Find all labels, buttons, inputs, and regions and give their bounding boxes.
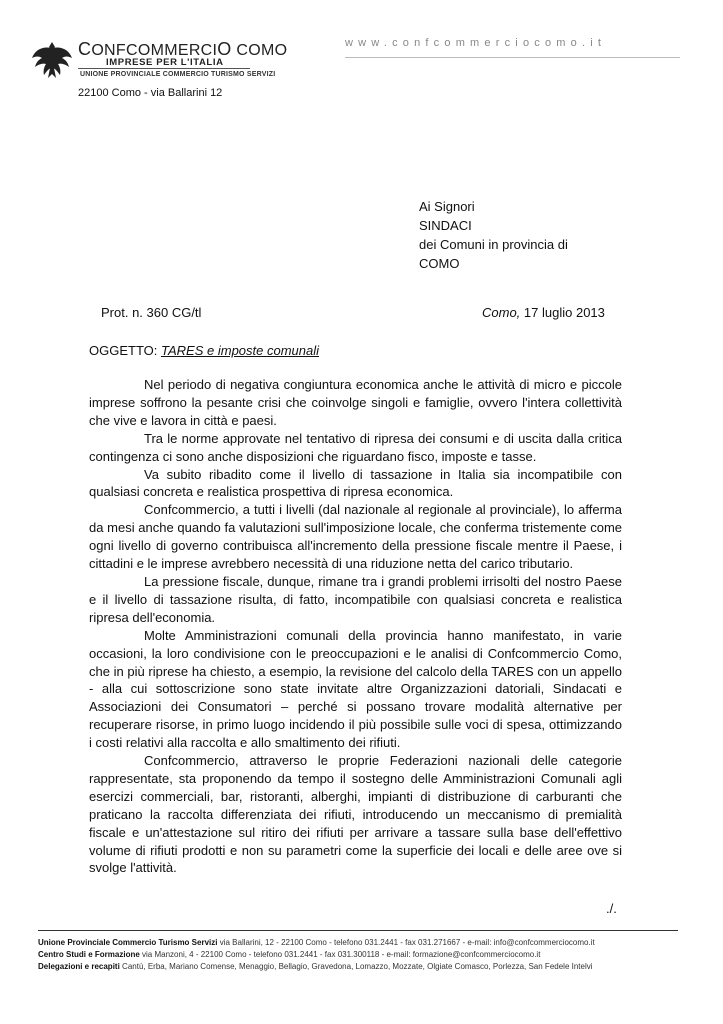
footer-divider (38, 930, 678, 931)
brand-tagline: IMPRESE PER L'ITALIA (106, 57, 224, 68)
footer-label: Delegazioni e recapiti (38, 962, 120, 971)
footer-label: Centro Studi e Formazione (38, 950, 140, 959)
recipient-line: SINDACI (419, 218, 472, 233)
brand-divider (78, 68, 250, 69)
recipient-line: COMO (419, 256, 460, 271)
recipient-block (419, 197, 568, 273)
subject-line (89, 343, 319, 358)
body-paragraph: Confcommercio, attraverso le proprie Federazioni nazionali delle categorie rappresentate, sta proponendo da tempo il sostegno delle Amministrazioni Comunali agli esercizi commerciali, bar, ristoranti, alberghi, impianti di distribuzione di carburanti che praticano la raccolta differenziata dei rifiuti, introducendo un meccanismo di premialità fiscale e un'attestazione sul ritiro dei rifiuti per arrivare a tassare sulla base dell'effettivo volume di rifiuti prodotti e non su parametri come la superficie dei locali e delle aree ove si svolge l'attività. (89, 753, 622, 876)
footer-text: Cantù, Erba, Mariano Comense, Menaggio, Bellagio, Gravedona, Lomazzo, Mozzate, Olgiate Comasco, Porlezza, San Fedele Intelvi (122, 962, 593, 971)
body-paragraph: Tra le norme approvate nel tentativo di ripresa dei consumi e di uscita dalla critica contingenza ci sono anche disposizioni che riguardano fisco, imposte e tasse. (89, 430, 622, 464)
footer-line (38, 962, 688, 971)
eagle-icon (30, 38, 74, 82)
letter-body (89, 376, 622, 877)
place-date (482, 305, 605, 320)
footer-label: Unione Provinciale Commercio Turismo Servizi (38, 938, 218, 947)
body-paragraph: Va subito ribadito come il livello di tassazione in Italia sia incompatibile con qualsiasi concreta e realistica prospettiva di ripresa economica. (89, 466, 622, 500)
brand-name: CONFCOMMERCIO COMO (78, 39, 288, 59)
website-url: www.confcommerciocomo.it (345, 37, 607, 49)
recipient-line: Ai Signori (419, 199, 475, 214)
subject-label: OGGETTO: (89, 343, 158, 358)
continuation-mark: ./. (606, 901, 617, 916)
body-paragraph: Nel periodo di negativa congiuntura economica anche le attività di micro e piccole imprese soffrono la pesante crisi che coinvolge singoli e famiglie, ovvero l'intera collettività che vive e lavora in città e paesi. (89, 377, 622, 428)
header-divider (345, 57, 680, 58)
body-paragraph: La pressione fiscale, dunque, rimane tra i grandi problemi irrisolti del nostro Paese e il livello di tassazione risulta, di fatto, incompatibile con qualsiasi concreta e realistica ripresa dell'economia. (89, 573, 622, 625)
sender-address: 22100 Como - via Ballarini 12 (78, 87, 223, 99)
date: 17 luglio 2013 (523, 305, 605, 320)
footer-text: via Manzoni, 4 - 22100 Como - telefono 031.2441 - fax 031.300118 - e-mail: formazione@confcommerciocomo.it (142, 950, 541, 959)
place: Como, (482, 305, 521, 320)
brand-subtitle: UNIONE PROVINCIALE COMMERCIO TURISMO SERVIZI (80, 71, 276, 78)
footer-text: via Ballarini, 12 - 22100 Como - telefono 031.2441 - fax 031.271667 - e-mail: info@confcommerciocomo.it (219, 938, 595, 947)
footer-line (38, 950, 688, 959)
body-paragraph: Confcommercio, a tutti i livelli (dal nazionale al regionale al provinciale), lo afferma da mesi anche quando fa valutazioni sull'imposizione locale, che conferma tristemente come ogni livello di governo contribuisca all'incremento della pressione fiscale mentre il Paese, i cittadini e le imprese avrebbero necessità di una riduzione netta del carico tributario. (89, 502, 622, 572)
protocol-number: Prot. n. 360 CG/tl (101, 305, 202, 320)
body-paragraph: Molte Amministrazioni comunali della provincia hanno manifestato, in varie occasioni, la loro condivisione con le preoccupazioni e le analisi di Confcommercio Como, che in più riprese ha chiesto, a esempio, la revisione del calcolo della TARES con un appello - alla cui sottoscrizione sono state invitate altre Organizzazioni datoriali, Sindacati e Associazioni dei Consumatori – perché si possano trovare modalità alternative per recuperare risorse, in primo luogo incidendo il più possibile sulle voci di spesa, ottimizzando i costi relativi alla raccolta e allo smaltimento dei rifiuti. (89, 627, 622, 751)
subject-text: TARES e imposte comunali (161, 343, 320, 358)
recipient-line: dei Comuni in provincia di (419, 237, 568, 252)
footer-line (38, 938, 688, 947)
